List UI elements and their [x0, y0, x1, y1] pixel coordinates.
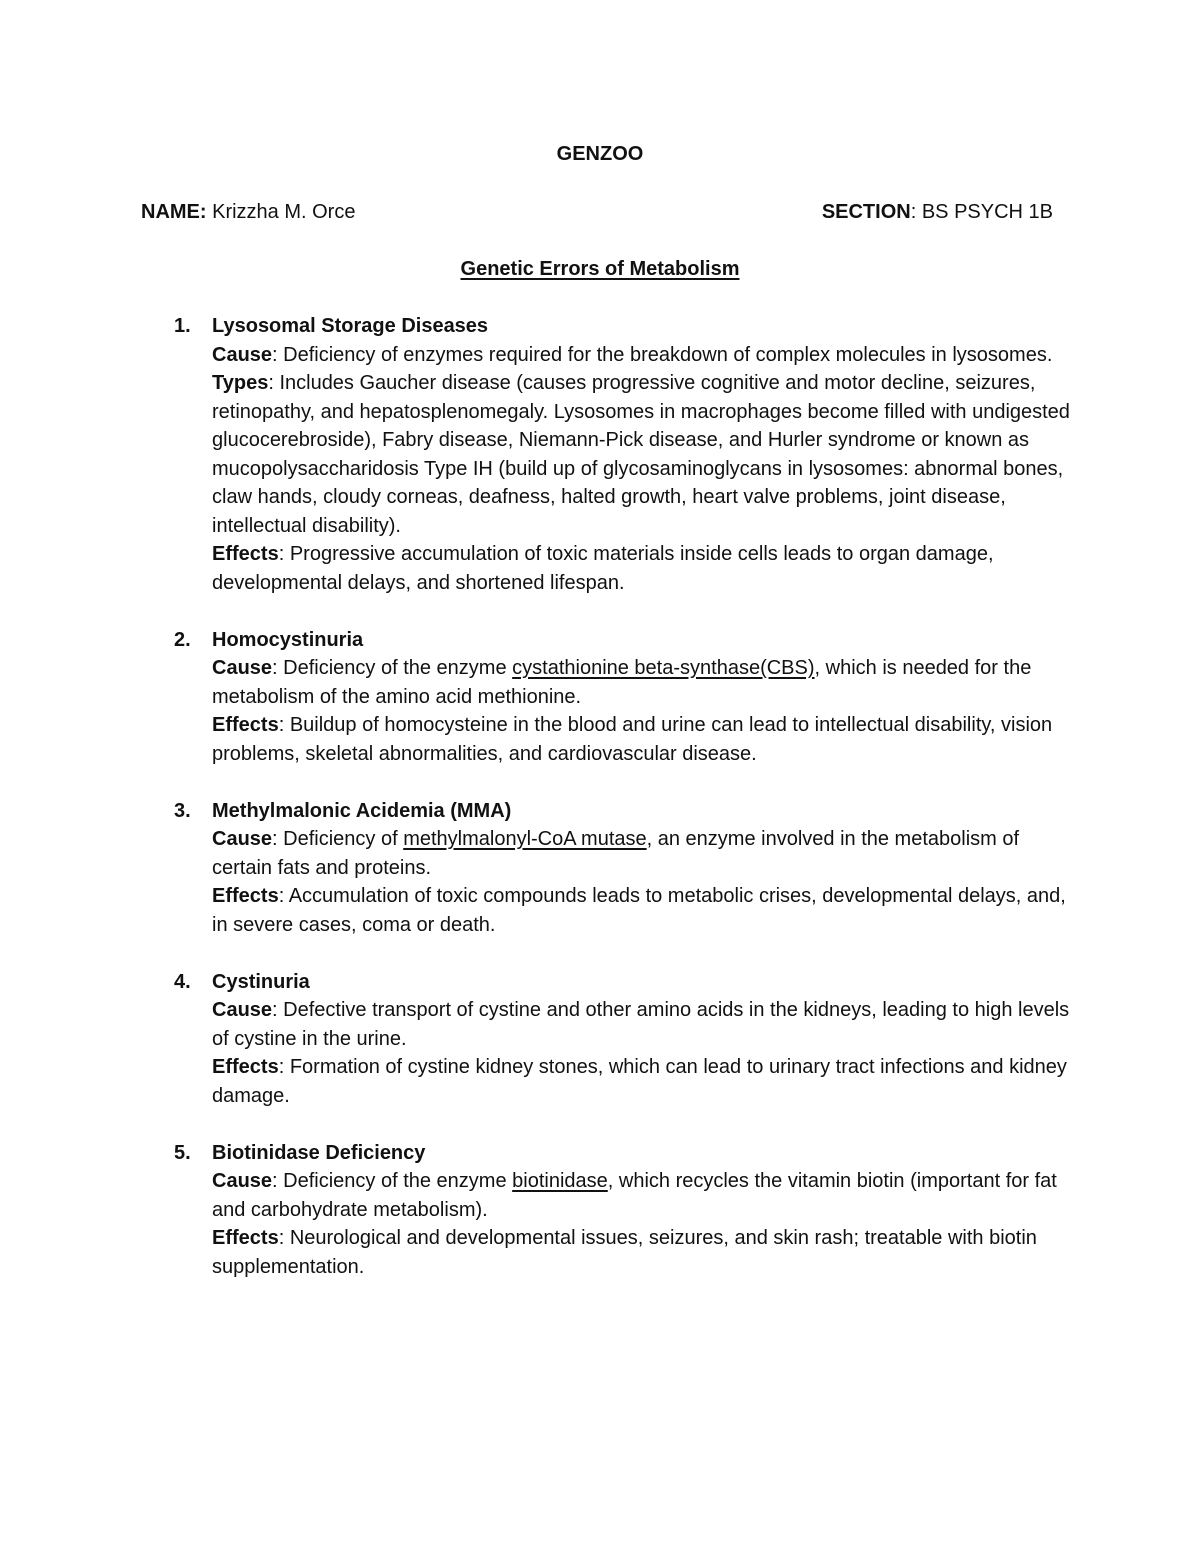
- effects-body: : Formation of cystine kidney stones, which can lead to urinary tract infections and kidney damage.: [212, 1056, 1067, 1107]
- disease-name: Lysosomal Storage Diseases: [212, 315, 489, 337]
- effects-text: [212, 1053, 1072, 1110]
- effects-body: : Buildup of homocysteine in the blood and urine can lead to intellectual disability, vision problems, skeletal abnormalities, and cardiovascular disease.: [212, 714, 1053, 765]
- types-label: Types: [212, 372, 269, 394]
- enzyme-link[interactable]: methylmalonyl-CoA mutase: [403, 828, 647, 850]
- cause-label: Cause: [212, 1170, 273, 1192]
- effects-body: : Accumulation of toxic compounds leads to metabolic crises, developmental delays, and, in severe cases, coma or death.: [212, 885, 1066, 936]
- list-item: [174, 1139, 1072, 1282]
- cause-text: [212, 1167, 1072, 1224]
- cause-body-end: , which recycles the vitamin biotin (important for fat and carbohydrate metabolism).: [212, 1170, 1057, 1221]
- disease-name: Methylmalonic Acidemia (MMA): [212, 799, 512, 822]
- effects-text: [212, 1224, 1072, 1281]
- item-number: 1.: [174, 315, 191, 337]
- cause-label: Cause: [212, 657, 273, 679]
- types-text: [212, 369, 1072, 540]
- effects-label: Effects: [212, 543, 279, 565]
- effects-body: : Neurological and developmental issues, seizures, and skin rash; treatable with biotin supplementation.: [212, 1227, 1037, 1278]
- name-value: Krizzha M. Orce: [206, 201, 356, 223]
- cause-body: : Deficiency of enzymes required for the breakdown of complex molecules in lysosomes.: [272, 343, 1053, 366]
- effects-body: : Progressive accumulation of toxic materials inside cells leads to organ damage, developmental delays, and shortened lifespan.: [212, 543, 994, 594]
- cause-body: : Defective transport of cystine and other amino acids in the kidneys, leading to high levels of cystine in the urine.: [212, 999, 1070, 1050]
- cause-body: : Deficiency of the enzyme: [272, 657, 513, 679]
- cause-label: Cause: [212, 343, 273, 366]
- cause-label: Cause: [212, 828, 273, 850]
- section-field: [822, 198, 1053, 226]
- effects-label: Effects: [212, 714, 279, 736]
- effects-label: Effects: [212, 1227, 279, 1249]
- cause-text: [212, 996, 1072, 1053]
- cause-body-end: , an enzyme involved in the metabolism of certain fats and proteins.: [212, 828, 1020, 879]
- disease-name: Biotinidase Deficiency: [212, 1141, 426, 1164]
- item-number: 4.: [174, 970, 191, 993]
- cause-text: [212, 825, 1072, 882]
- enzyme-link[interactable]: cystathionine beta-synthase(CBS): [512, 657, 815, 679]
- effects-text: [212, 882, 1072, 939]
- disease-name: Homocystinuria: [212, 628, 364, 651]
- cause-body: : Deficiency of the enzyme: [272, 1170, 513, 1192]
- section-value: : BS PSYCH 1B: [910, 201, 1053, 223]
- student-info-row: [141, 198, 1053, 226]
- enzyme-link[interactable]: biotinidase: [512, 1170, 608, 1192]
- effects-text: [212, 540, 1072, 597]
- item-number: 3.: [174, 799, 191, 822]
- disease-name: Cystinuria: [212, 970, 310, 993]
- list-item: [174, 626, 1072, 769]
- section-label: SECTION: [821, 201, 911, 223]
- cause-body-end: , which is needed for the metabolism of the amino acid methionine.: [212, 657, 1032, 708]
- cause-text: [212, 341, 1072, 370]
- cause-label: Cause: [212, 999, 273, 1021]
- effects-text: [212, 711, 1072, 768]
- disease-list: [174, 312, 1072, 1310]
- list-item: [174, 797, 1072, 940]
- document-subtitle: [0, 255, 1200, 283]
- list-item: [174, 312, 1072, 597]
- effects-label: Effects: [212, 885, 279, 907]
- cause-body: : Deficiency of: [272, 828, 404, 850]
- name-field: [141, 198, 355, 226]
- effects-label: Effects: [212, 1056, 279, 1078]
- subtitle-text: Genetic Errors of Metabolism: [460, 258, 740, 280]
- item-number: 2.: [174, 628, 191, 651]
- item-number: 5.: [174, 1141, 191, 1164]
- name-label: NAME:: [141, 201, 207, 223]
- cause-text: [212, 654, 1072, 711]
- types-body: : Includes Gaucher disease (causes progressive cognitive and motor decline, seizures, retinopathy, and hepatosplenomegaly. Lysosomes in macrophages become filled with undigested glucocerebroside), Fabry disease, Niemann-Pick disease, and Hurler syndrome or known as mucopolysaccharidosis Type IH (build up of glycosaminoglycans in lysosomes: abnormal bones, claw hands, cloudy corneas, deafness, halted growth, heart valve problems, joint disease, intellectual disability).: [212, 372, 1070, 537]
- list-item: [174, 968, 1072, 1111]
- document-title: GENZOO: [556, 143, 644, 165]
